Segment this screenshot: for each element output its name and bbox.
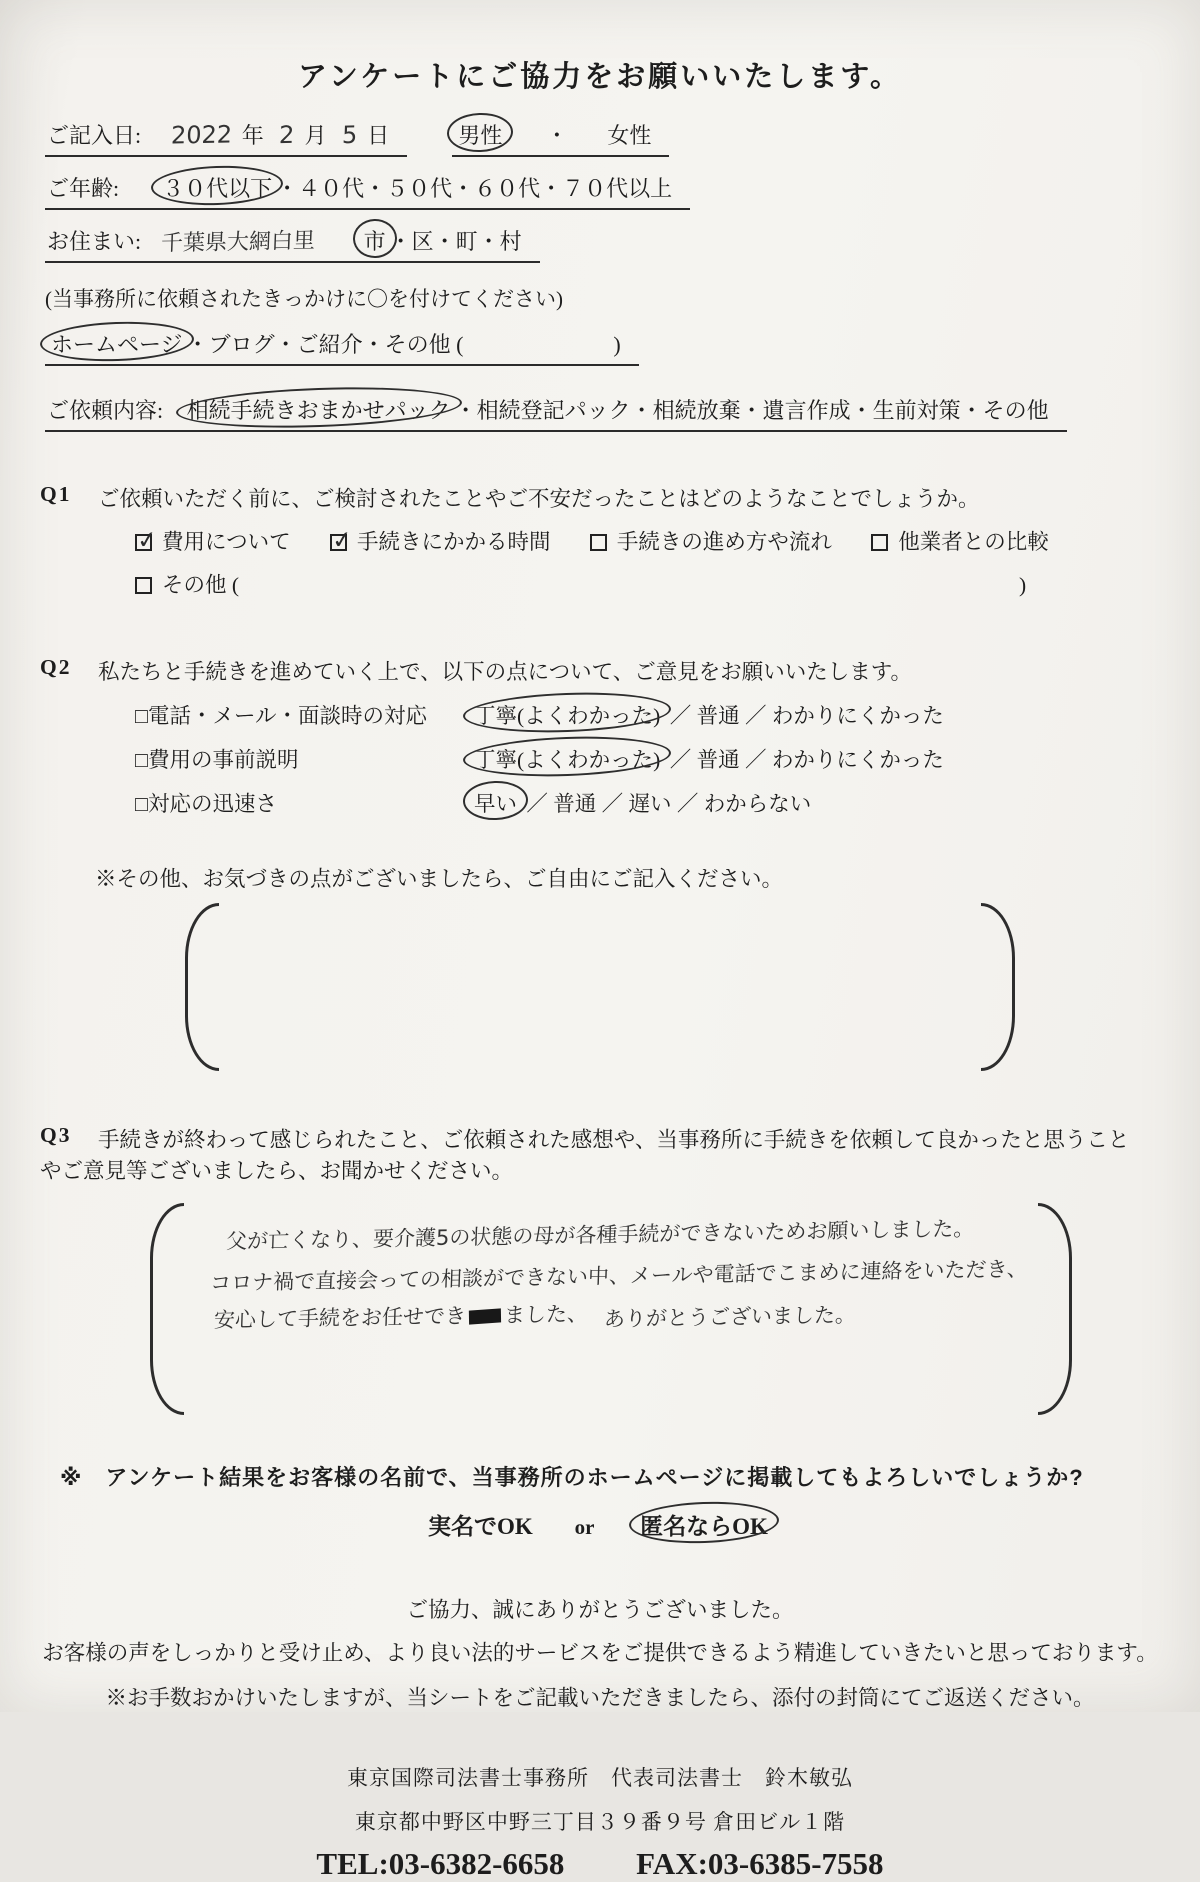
- q1-option-comparison-label: 他業者との比較: [898, 530, 1049, 554]
- date-month-unit: 月: [304, 123, 327, 148]
- date-year-unit: 年: [241, 123, 264, 148]
- q2-contact-selected-circled: 丁寧(よくわかった): [470, 699, 664, 730]
- office-name: 東京国際司法書士事務所 代表司法書士 鈴木敏弘: [347, 1766, 853, 1790]
- q1-option-costs-label: 費用について: [162, 530, 291, 554]
- free-comment-content-empty: [219, 903, 981, 1071]
- gender-option-male-circled: 男性: [454, 119, 506, 150]
- q2-item-contact: □電話・メール・面談時の対応: [135, 704, 428, 728]
- q3-answer-content: [184, 1203, 1038, 1415]
- residence-handwritten-value: 千葉県大網白里: [160, 228, 315, 257]
- gender-separator: ・: [545, 123, 568, 148]
- publish-question: ※ アンケート結果をお客様の名前で、当事務所のホームページに掲載してもよろしいでしょうか?: [60, 1465, 1084, 1490]
- right-paren: [1038, 1203, 1072, 1415]
- q3-answer-line3-pre: 安心して手続をお任せでき: [213, 1303, 467, 1333]
- q3-number: Q3: [40, 1123, 72, 1147]
- q3-answer-line1: 父が亡くなり、要介護5の状態の母が各種手続ができないためお願いしました。: [225, 1216, 975, 1254]
- age-label: ご年齢:: [47, 176, 120, 201]
- q2-row-contact: [135, 699, 1160, 730]
- request-options-rest: ・相続登記パック・相続放棄・遺言作成・生前対策・その他: [454, 398, 1049, 423]
- publish-or-label: or: [574, 1515, 595, 1539]
- office-footer: [0, 1762, 1200, 1882]
- q2-speed-rest: ／ 普通 ／ 遅い ／ わからない: [526, 792, 812, 816]
- date-gender-line: [45, 119, 1155, 157]
- q2-number: Q2: [40, 655, 72, 679]
- q2-fees-selected-circled: 丁寧(よくわかった): [470, 743, 664, 774]
- q3-answer-line2: コロナ禍で直接会っての相談ができない中、メールや電話でこまめに連絡をいただき、: [209, 1256, 1029, 1296]
- age-field: [45, 172, 690, 210]
- trigger-options-rest: ・ブログ・ご紹介・その他 (: [186, 332, 464, 357]
- office-tel: TEL:03-6382-6658: [316, 1846, 565, 1881]
- age-option-selected-circled: ３０代以下: [158, 172, 276, 203]
- q1-option-time-label: 手続きにかかる時間: [356, 530, 551, 554]
- date-field: [45, 119, 407, 157]
- date-month-value: 2: [278, 120, 295, 150]
- right-paren: [981, 903, 1015, 1071]
- q2-contact-rest: ／ 普通 ／ わかりにくかった: [669, 704, 944, 728]
- date-day-unit: 日: [367, 123, 390, 148]
- publish-options: [0, 1508, 1200, 1541]
- left-paren: [185, 903, 219, 1071]
- residence-field: [45, 225, 540, 263]
- scribble-correction: [469, 1308, 501, 1324]
- office-fax: FAX:03-6385-7558: [636, 1846, 884, 1881]
- q2-speed-selected-circled: 早い: [470, 787, 521, 818]
- survey-title: アンケートにご協力をお願いいたします。: [298, 61, 902, 93]
- office-address: 東京都中野区中野三丁目３９番９号 倉田ビル１階: [354, 1810, 846, 1834]
- question-3: [40, 1123, 1160, 1185]
- trigger-request-block: [45, 328, 1155, 432]
- publish-option-anonymous-circled: 匿名ならOK: [636, 1508, 772, 1541]
- q3-question-line1: 手続きが終わって感じられたこと、ご依頼された感想や、当事務所に手続きを依頼して良かったと思うこと: [98, 1128, 1130, 1152]
- closing-thanks: ご協力、誠にありがとうございました。: [406, 1598, 794, 1622]
- q1-number: Q1: [40, 482, 72, 506]
- header-fields: [45, 119, 1155, 263]
- trigger-line: [45, 328, 1155, 366]
- checkbox-comparison: [871, 534, 888, 551]
- request-label: ご依頼内容:: [47, 398, 164, 423]
- date-day-value: 5: [341, 120, 358, 150]
- q3-heading: [40, 1123, 1160, 1154]
- checkbox-costs: [135, 534, 152, 551]
- q1-heading: [40, 482, 1160, 513]
- q1-other-label: その他 (: [162, 573, 240, 597]
- trigger-instruction: (当事務所に依頼されたきっかけに〇を付けてください): [45, 287, 563, 311]
- q1-option-process: [590, 530, 832, 554]
- residence-label: お住まい:: [47, 229, 142, 254]
- q2-row-fees: [135, 743, 1160, 774]
- trigger-paren-close: ): [613, 332, 621, 357]
- closing-message: お客様の声をしっかりと受け止め、より良い法的サービスをご提供できるよう精進していきたいと思っております。: [42, 1641, 1158, 1665]
- gender-option-female: 女性: [607, 123, 652, 148]
- age-line: [45, 172, 1155, 210]
- checkbox-process: [590, 534, 607, 551]
- gender-field: [452, 119, 669, 157]
- q2-rating-fees: [470, 743, 1160, 774]
- trigger-field: [45, 328, 639, 366]
- checkbox-other: [135, 577, 152, 594]
- free-comment-note: ※その他、お気づきの点がございましたら、ご自由にご記入ください。: [95, 867, 784, 891]
- residence-line: [45, 225, 1155, 263]
- q3-answer-line3: [213, 1294, 588, 1342]
- q1-option-process-label: 手続きの進め方や流れ: [616, 530, 832, 554]
- q2-rating-speed: [470, 787, 1160, 818]
- request-line: [45, 394, 1155, 432]
- q3-question-line2: やご意見等ございましたら、お聞かせください。: [40, 1159, 514, 1183]
- q2-item-speed: □対応の迅速さ: [135, 792, 277, 816]
- age-options-rest: ・４０代・５０代・６０代・７０代以上: [276, 176, 673, 201]
- q1-other-paren-close: ): [1019, 573, 1027, 597]
- q3-answer-line4: ありがとうございました。: [603, 1302, 857, 1332]
- q2-row-speed: [135, 787, 1160, 818]
- q1-options-row: [135, 525, 1160, 556]
- question-1: [40, 482, 1160, 599]
- q1-option-costs: [135, 530, 291, 554]
- q3-answer-box: [150, 1203, 1029, 1415]
- request-option-selected-circled: 相続手続きおまかせパック: [183, 394, 455, 425]
- q2-heading: [40, 655, 1160, 686]
- request-field: [45, 394, 1067, 432]
- q2-question-text: 私たちと手続きを進めていく上で、以下の点について、ご意見をお願いいたします。: [98, 660, 912, 684]
- publish-option-real-name: 実名でOK: [428, 1514, 533, 1539]
- q2-rating-contact: [470, 699, 1160, 730]
- closing-block: [0, 1593, 1200, 1712]
- question-2: [40, 655, 1160, 818]
- left-paren: [150, 1203, 184, 1415]
- checkbox-time: [330, 534, 347, 551]
- q2-fees-rest: ／ 普通 ／ わかりにくかった: [669, 748, 944, 772]
- q3-answer-line3-post: ました、: [503, 1301, 589, 1328]
- closing-return-note: ※お手数おかけいたしますが、当シートをご記載いただきましたら、添付の封筒にてご返送ください。: [105, 1686, 1095, 1710]
- q1-other-row: [135, 568, 1160, 599]
- date-label: ご記入日:: [47, 123, 142, 148]
- residence-option-selected-circled: 市: [360, 225, 390, 256]
- q1-question-text: ご依頼いただく前に、ご検討されたことやご不安だったことはどのようなことでしょうか。: [98, 487, 980, 511]
- q1-option-comparison: [871, 530, 1049, 554]
- free-comment-box: [185, 903, 1015, 1071]
- office-phone-line: [0, 1846, 1200, 1882]
- date-year-value: 2022: [170, 120, 233, 150]
- q1-option-time: [330, 530, 551, 554]
- trigger-option-selected-circled: ホームページ: [47, 328, 187, 359]
- q2-item-fees: □費用の事前説明: [135, 748, 299, 772]
- residence-options-rest: ・区・町・村: [389, 229, 522, 254]
